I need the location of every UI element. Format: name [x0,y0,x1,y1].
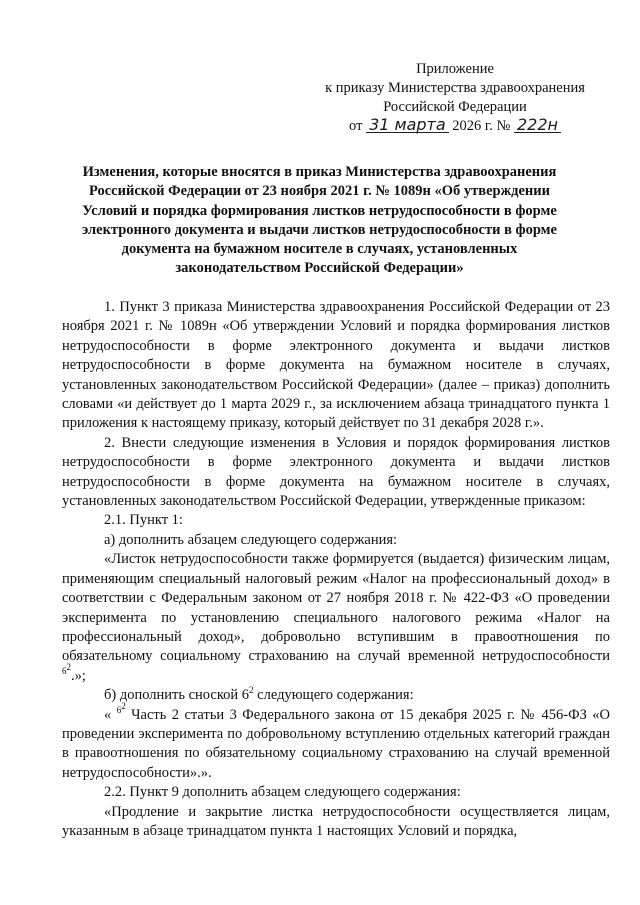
handwritten-date: 31 марта [366,117,449,133]
paragraph-b-text: б) дополнить сноской 6 [104,687,250,704]
document-body [62,298,610,841]
appendix-order-ref: к приказу Министерства здравоохранения [325,80,585,96]
document-title: Изменения, которые вносятся в приказ Министерства здравоохранения Российской Федерации от 23 ноября 2021 г. № 1089н «Об утверждении Условий и порядка формирования листков нетрудоспособности в форме электронного документа и выдачи листков нетрудоспособности в форме документа на бумажном носителе в случаях, установленных законодательством Российской Федерации» [82,164,557,277]
appendix-date-line [300,117,610,136]
footnote-sup: 2 [249,685,254,696]
appendix-label: Приложение [416,61,494,77]
quote-1-end: .»; [71,667,86,684]
handwritten-number: 222н [514,117,561,133]
appendix-federation: Российской Федерации [383,99,527,115]
appendix-header [300,60,610,136]
paragraph-b [62,686,610,705]
paragraph-1: 1. Пункт 3 приказа Министерства здравоохранения Российской Федерации от 23 ноября 2021 г. № 1089н «Об утверждении Условий и порядка формирования листков нетрудоспособности в форме электронного документа и выдачи листков нетрудоспособности в форме документа на бумажном носителе в случаях, установленных законодательством Российской Федерации» (далее – приказ) дополнить словами «и действует до 1 марта 2029 г., за исключением абзаца тринадцатого пункта 1 приложения к настоящему приказу, который действует по 31 декабря 2028 г.». [62,299,610,432]
paragraph-a: а) дополнить абзацем следующего содержания: [104,531,398,548]
paragraph-2-2: 2.2. Пункт 9 дополнить абзацем следующего содержания: [104,784,461,801]
footnote-mark-2: 62 [116,700,126,715]
paragraph-2: 2. Внести следующие изменения в Условия и порядок формирования листков нетрудоспособности в форме электронного документа и выдачи листков нетрудоспособности в форме документа на бумажном носителе в случаях, установленных законодательством Российской Федерации, утвержденные приказом: [62,434,610,510]
paragraph-footnote: « $^{6^2}$ Часть 2 статьи 3 Федерального закона от 15 декабря 2025 г. № 456-ФЗ «О проведении эксперимента по добровольному вступлению отдельных категорий граждан в правоотношения по обязательному социальному страхованию на случай временной нетрудоспособности».». [62,700,610,781]
quote-1-text: «Листок нетрудоспособности также формируется (выдается) физическим лицам, применяющим специальный налоговый режим «Налог на профессиональный доход» в соответствии с Федеральным законом от 27 ноября 2018 г. № 422-ФЗ «О проведении эксперимента по установлению специального налогового режима «Налог на профессиональный доход», добровольно вступившим в правоотношения по обязательному социальному страхованию на случай временной нетрудоспособности [62,551,610,665]
date-suffix: 2026 г. № [452,118,511,134]
footnote-text: Часть 2 статьи 3 Федерального закона от 15 декабря 2025 г. № 456-ФЗ «О проведении эксперимента по добровольному вступлению отдельных категорий граждан в правоотношения по обязательному социальному страхованию на случай временной нетрудоспособности».». [62,706,610,781]
paragraph-quote-2: «Продление и закрытие листка нетрудоспособности осуществляется лицам, указанным в абзаце тринадцатом пункта 1 настоящих Условий и порядка, [62,803,610,839]
date-prefix: от [349,118,363,134]
paragraph-quote-1 [62,550,610,686]
paragraph-b-end: следующего содержания: [253,687,414,704]
footnote-mark: 62 [62,661,71,676]
paragraph-2-1: 2.1. Пункт 1: [104,512,183,529]
